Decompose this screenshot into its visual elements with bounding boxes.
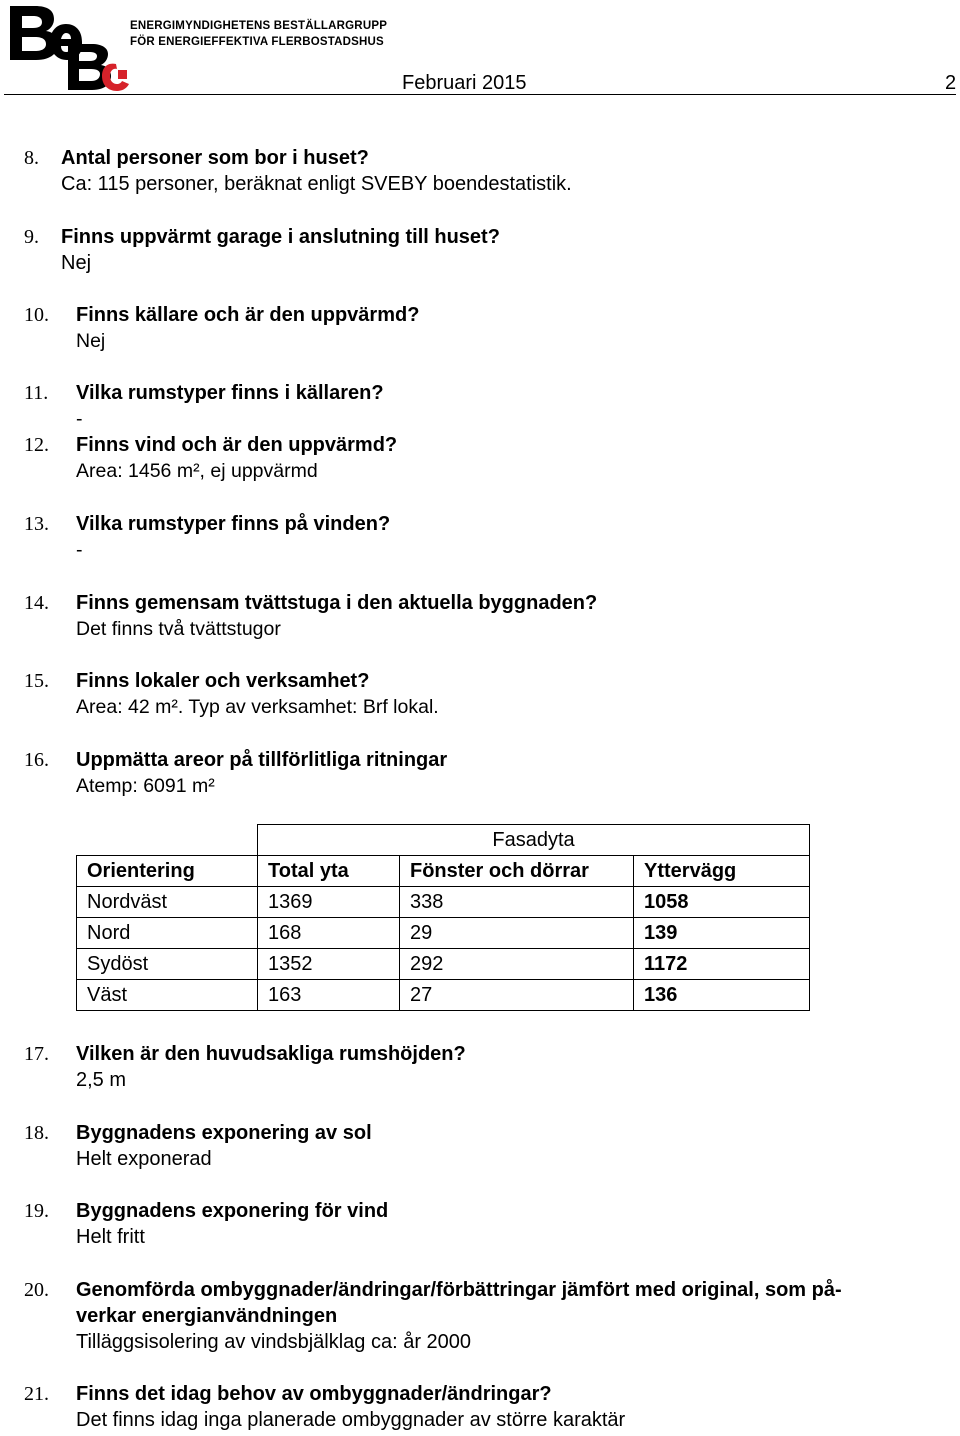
answer-text: Det finns idag inga planerade ombyggnader av större karaktär — [76, 1409, 626, 1431]
answer-text: - — [76, 408, 83, 430]
table-cell: 338 — [400, 887, 634, 918]
table-cell: 29 — [400, 918, 634, 949]
question-number: 12. — [24, 434, 49, 456]
question-number: 11. — [24, 382, 49, 404]
answer-text: Atemp: 6091 m² — [76, 775, 215, 797]
table-cell: 139 — [634, 918, 810, 949]
table-cell: 1352 — [258, 949, 400, 980]
question-number: 15. — [24, 670, 49, 692]
bebo-logo — [6, 2, 130, 92]
table-cell: Nord — [77, 918, 258, 949]
table-cell: 136 — [634, 980, 810, 1011]
answer-text: - — [76, 539, 83, 561]
answer-text: Area: 1456 m², ej uppvärmd — [76, 460, 318, 482]
table-cell: Nordväst — [77, 887, 258, 918]
column-header: Orientering — [77, 856, 258, 887]
column-header: Total yta — [258, 856, 400, 887]
question-text: Finns uppvärmt garage i anslutning till huset? — [61, 226, 500, 248]
table-cell: 163 — [258, 980, 400, 1011]
question-number: 14. — [24, 592, 49, 614]
table-cell: 27 — [400, 980, 634, 1011]
table-cell: 168 — [258, 918, 400, 949]
header-date: Februari 2015 — [402, 72, 527, 94]
answer-text: Helt exponerad — [76, 1148, 212, 1170]
question-number: 18. — [24, 1122, 49, 1144]
answer-text: Ca: 115 personer, beräknat enligt SVEBY boendestatistik. — [61, 173, 572, 195]
facade-area-table — [76, 824, 810, 1011]
question-text: Finns lokaler och verksamhet? — [76, 670, 370, 692]
question-number: 10. — [24, 304, 49, 326]
answer-text: Nej — [76, 330, 106, 352]
question-text-line1: Genomförda ombyggnader/ändringar/förbättringar jämfört med original, som på- — [76, 1279, 842, 1301]
question-number: 19. — [24, 1200, 49, 1222]
question-text: Byggnadens exponering av sol — [76, 1122, 372, 1144]
question-text: Finns det idag behov av ombyggnader/ändringar? — [76, 1383, 552, 1405]
answer-text: Helt fritt — [76, 1226, 145, 1248]
question-number: 20. — [24, 1279, 49, 1301]
question-number: 8. — [24, 147, 39, 169]
table-row — [77, 949, 810, 980]
table-row — [77, 980, 810, 1011]
org-name-line1: ENERGIMYNDIGHETENS BESTÄLLARGRUPP — [130, 20, 388, 32]
table-cell: 1172 — [634, 949, 810, 980]
question-text-line2: verkar energianvändningen — [76, 1305, 338, 1327]
table-blank-cell — [77, 825, 258, 856]
question-text: Vilken är den huvudsakliga rumshöjden? — [76, 1043, 466, 1065]
question-text: Finns källare och är den uppvärmd? — [76, 304, 420, 326]
table-cell: Sydöst — [77, 949, 258, 980]
question-text: Vilka rumstyper finns på vinden? — [76, 513, 391, 535]
question-text: Antal personer som bor i huset? — [61, 147, 369, 169]
answer-text: Det finns två tvättstugor — [76, 618, 281, 640]
table-group-header-row — [77, 825, 810, 856]
question-text: Vilka rumstyper finns i källaren? — [76, 382, 384, 404]
answer-text: Tilläggsisolering av vindsbjälklag ca: år 2000 — [76, 1331, 472, 1353]
question-number: 17. — [24, 1043, 49, 1065]
question-number: 9. — [24, 226, 39, 248]
table-row — [77, 887, 810, 918]
table-row — [77, 918, 810, 949]
answer-text: Area: 42 m². Typ av verksamhet: Brf lokal. — [76, 696, 439, 718]
question-text: Finns gemensam tvättstuga i den aktuella byggnaden? — [76, 592, 598, 614]
question-text: Finns vind och är den uppvärmd? — [76, 434, 398, 456]
question-number: 21. — [24, 1383, 49, 1405]
page-number: 2 — [945, 72, 957, 94]
table-header-row — [77, 856, 810, 887]
question-text: Byggnadens exponering för vind — [76, 1200, 389, 1222]
table-cell: 1058 — [634, 887, 810, 918]
question-number: 16. — [24, 749, 49, 771]
table-cell: 1369 — [258, 887, 400, 918]
question-text: Uppmätta areor på tillförlitliga ritningar — [76, 749, 448, 771]
table-cell: 292 — [400, 949, 634, 980]
table-cell: Väst — [77, 980, 258, 1011]
question-number: 13. — [24, 513, 49, 535]
answer-text: Nej — [61, 252, 92, 274]
column-header: Yttervägg — [634, 856, 810, 887]
header-divider — [4, 94, 956, 95]
table-group-header: Fasadyta — [258, 825, 810, 856]
org-name-line2: FÖR ENERGIEFFEKTIVA FLERBOSTADSHUS — [130, 36, 384, 48]
column-header: Fönster och dörrar — [400, 856, 634, 887]
answer-text: 2,5 m — [76, 1069, 127, 1091]
